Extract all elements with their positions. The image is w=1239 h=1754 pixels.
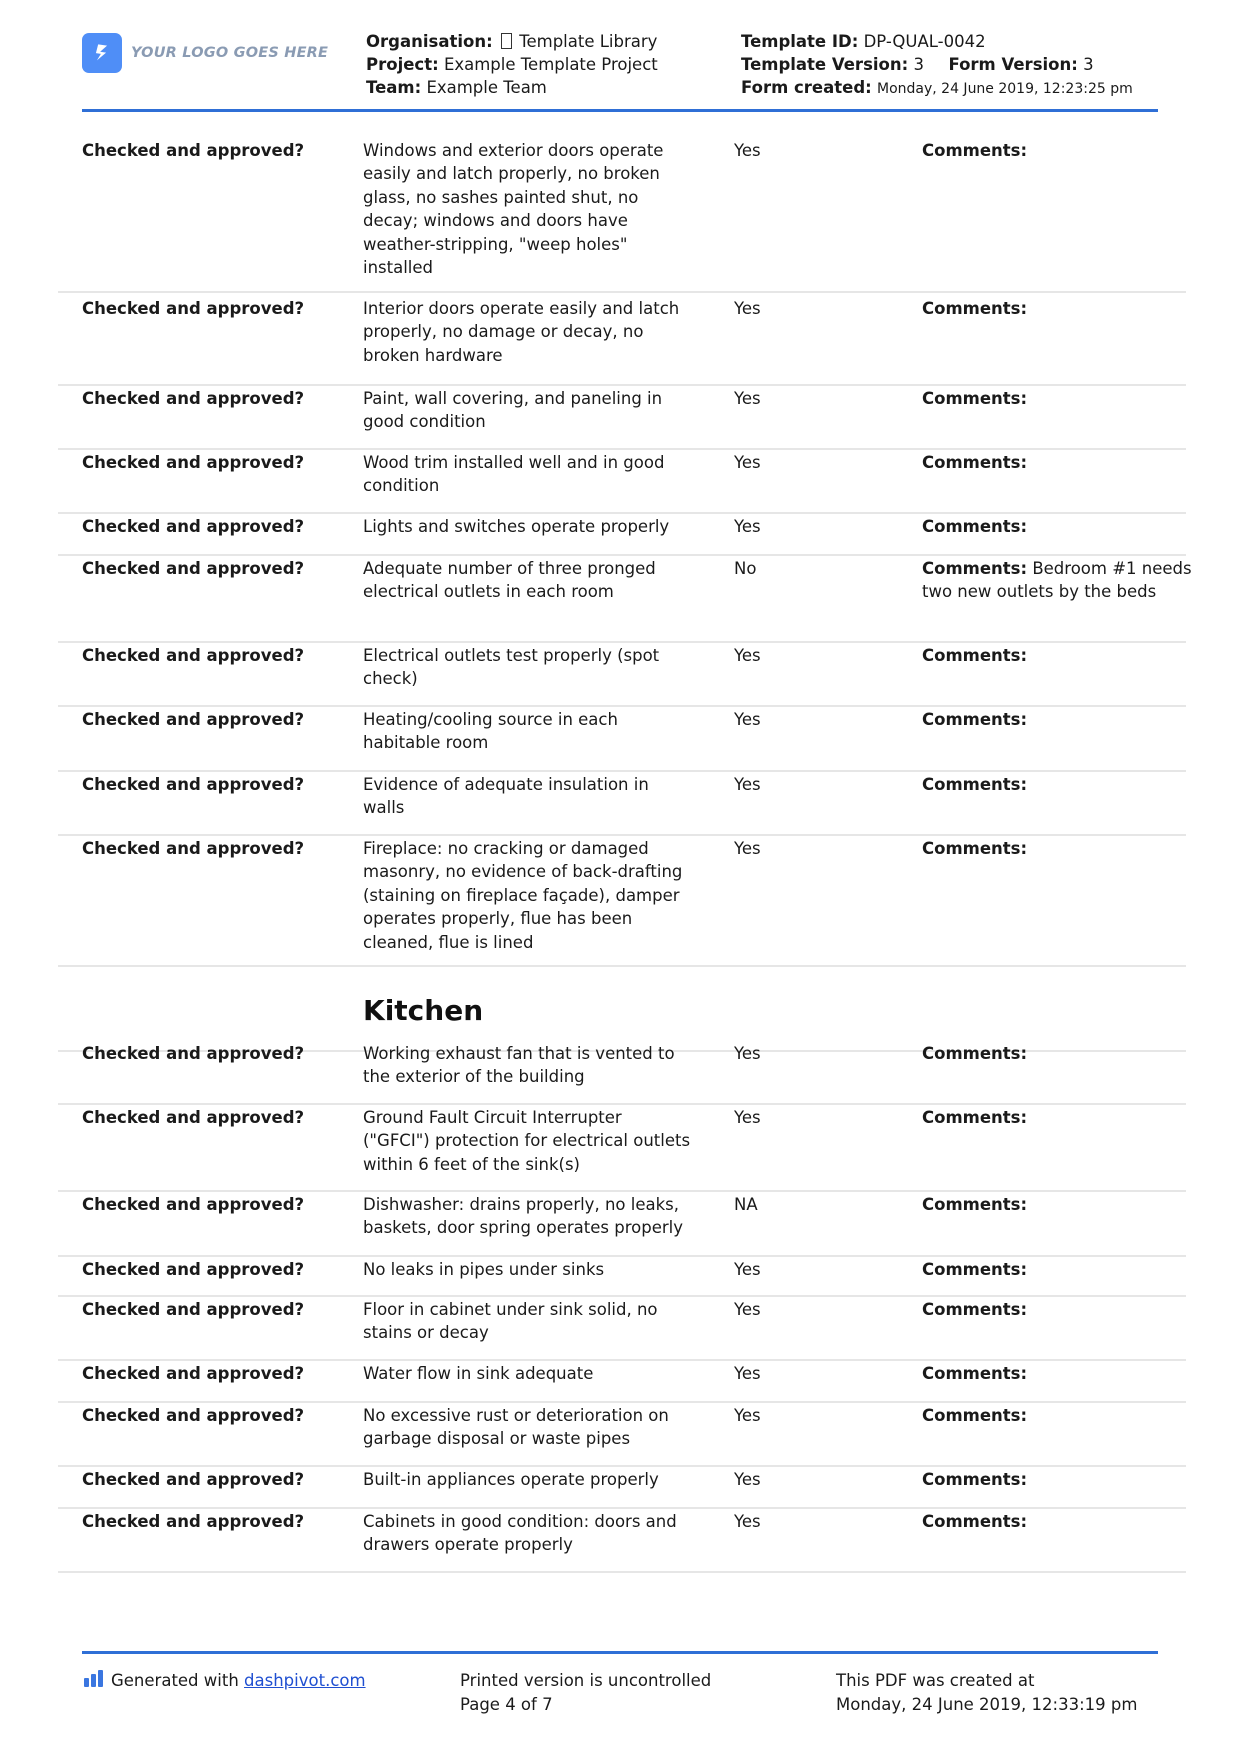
answer-value: Yes — [734, 453, 761, 472]
comments-field — [922, 1510, 1192, 1533]
checklist-row — [58, 1295, 1186, 1361]
answer-value: Yes — [734, 1108, 761, 1127]
checklist-item-text: Interior doors operate easily and latch properly, no damage or decay, no broken hardware — [363, 299, 680, 365]
answer-value: Yes — [734, 1406, 761, 1425]
comments-label: Comments: — [922, 1260, 1028, 1279]
checklist-item-text: Adequate number of three pronged electrical outlets in each room — [363, 559, 656, 602]
template-id-line: Template ID: DP-QUAL-0042 — [741, 32, 986, 51]
company-logo — [82, 33, 328, 73]
answer-value: Yes — [734, 1260, 761, 1279]
checked-approved-label: Checked and approved? — [82, 775, 305, 794]
uncontrolled-note: Printed version is uncontrolled — [460, 1671, 712, 1690]
comments-label: Comments: — [922, 1108, 1028, 1127]
comments-label: Comments: — [922, 839, 1028, 858]
checked-approved-label: Checked and approved? — [82, 517, 305, 536]
answer-value: Yes — [734, 141, 761, 160]
answer-value: Yes — [734, 710, 761, 729]
checklist-row — [58, 1507, 1186, 1573]
answer-value: Yes — [734, 775, 761, 794]
pdf-created-date: Monday, 24 June 2019, 12:33:19 pm — [836, 1694, 1138, 1714]
answer-value: Yes — [734, 646, 761, 665]
checked-approved-label: Checked and approved? — [82, 1406, 305, 1425]
checked-approved-label: Checked and approved? — [82, 1512, 305, 1531]
checklist-item-text: Dishwasher: drains properly, no leaks, baskets, door spring operates properly — [363, 1195, 683, 1238]
checklist-item-text: Cabinets in good condition: doors and drawers operate properly — [363, 1512, 677, 1555]
answer-value: NA — [734, 1195, 758, 1214]
comments-field — [922, 1362, 1192, 1385]
checked-approved-label: Checked and approved? — [82, 1195, 305, 1214]
checklist-row — [58, 448, 1186, 514]
footer-divider — [82, 1651, 1158, 1654]
comments-label: Comments: — [922, 710, 1028, 729]
comments-field — [922, 1404, 1192, 1427]
checked-approved-label: Checked and approved? — [82, 1044, 305, 1063]
comments-label: Comments: — [922, 1470, 1028, 1489]
checklist-item-text: Ground Fault Circuit Interrupter ("GFCI") protection for electrical outlets within 6 feet of the sink(s) — [363, 1108, 691, 1174]
checklist-item-text: Working exhaust fan that is vented to the exterior of the building — [363, 1044, 675, 1087]
checklist-row — [58, 1401, 1186, 1467]
comments-label: Comments: — [922, 1044, 1028, 1063]
checklist-row — [58, 705, 1186, 772]
comments-label: Comments: — [922, 775, 1028, 794]
comments-label: Comments: — [922, 141, 1028, 160]
answer-value: Yes — [734, 1044, 761, 1063]
checklist-item-text: Windows and exterior doors operate easily and latch properly, no broken glass, no sashes painted shut, no decay; windows and doors have weather-stripping, "weep holes" installed — [363, 141, 664, 278]
comments-field — [922, 708, 1192, 731]
logo-mark-icon — [82, 33, 122, 73]
comments-field — [922, 557, 1192, 604]
dashpivot-logo-icon — [84, 1670, 103, 1687]
comments-label: Comments: — [922, 453, 1028, 472]
checked-approved-label: Checked and approved? — [82, 710, 305, 729]
form-created-line: Form created: Monday, 24 June 2019, 12:23:25 pm — [741, 78, 1133, 97]
answer-value: Yes — [734, 389, 761, 408]
comments-field — [922, 644, 1192, 667]
checklist-item-text: Evidence of adequate insulation in walls — [363, 775, 649, 818]
answer-value: Yes — [734, 1300, 761, 1319]
section-title: Kitchen — [363, 994, 484, 1027]
checked-approved-label: Checked and approved? — [82, 559, 305, 578]
project-line: Project: Example Template Project — [366, 55, 658, 74]
image-placeholder-icon — [501, 33, 512, 49]
checked-approved-label: Checked and approved? — [82, 389, 305, 408]
checked-approved-label: Checked and approved? — [82, 839, 305, 858]
comments-field — [922, 139, 1192, 162]
checklist-row — [58, 1039, 1186, 1105]
team-line: Team: Example Team — [366, 78, 547, 97]
checklist-row — [58, 512, 1186, 556]
comments-field — [922, 837, 1192, 860]
version-line: Template Version: 3 Form Version: 3 — [741, 55, 1094, 74]
comments-label: Comments: — [922, 389, 1028, 408]
checklist-item-text: Fireplace: no cracking or damaged masonry, no evidence of back-drafting (staining on fireplace façade), damper operates properly, flue has been cleaned, flue is lined — [363, 839, 683, 952]
comments-field — [922, 1468, 1192, 1491]
checked-approved-label: Checked and approved? — [82, 1108, 305, 1127]
answer-value: Yes — [734, 1364, 761, 1383]
checklist-item-text: Wood trim installed well and in good condition — [363, 453, 665, 496]
checklist-row — [58, 384, 1186, 450]
answer-value: Yes — [734, 299, 761, 318]
answer-value: Yes — [734, 1512, 761, 1531]
checklist-row — [58, 641, 1186, 707]
comments-label: Comments: — [922, 517, 1028, 536]
comments-label: Comments: — [922, 559, 1028, 578]
checked-approved-label: Checked and approved? — [82, 299, 305, 318]
checked-approved-label: Checked and approved? — [82, 141, 305, 160]
checklist-item-text: No leaks in pipes under sinks — [363, 1260, 605, 1279]
comments-label: Comments: — [922, 1195, 1028, 1214]
checked-approved-label: Checked and approved? — [82, 1260, 305, 1279]
footer-created — [836, 1669, 1137, 1716]
comments-field — [922, 1298, 1192, 1321]
comments-field — [922, 1042, 1192, 1065]
checklist-row — [58, 1359, 1186, 1403]
comments-label: Comments: — [922, 1406, 1028, 1425]
checked-approved-label: Checked and approved? — [82, 1300, 305, 1319]
checklist-row — [58, 294, 1186, 386]
comments-field — [922, 451, 1192, 474]
comments-field — [922, 387, 1192, 410]
checklist-item-text: Heating/cooling source in each habitable room — [363, 710, 618, 753]
comments-label: Comments: — [922, 1364, 1028, 1383]
checked-approved-label: Checked and approved? — [82, 646, 305, 665]
comments-field — [922, 297, 1192, 320]
comments-value: Bedroom #1 needs two new outlets by the beds — [922, 559, 1192, 602]
logo-text: YOUR LOGO GOES HERE — [131, 45, 329, 61]
page-number: Page 4 of 7 — [460, 1694, 553, 1714]
checklist-row — [58, 1103, 1186, 1192]
footer-page-info — [460, 1669, 711, 1716]
comments-field — [922, 1106, 1192, 1129]
checked-approved-label: Checked and approved? — [82, 1470, 305, 1489]
comments-field — [922, 1193, 1192, 1216]
checklist-row — [58, 136, 1186, 293]
answer-value: No — [734, 559, 757, 578]
checklist-item-text: Floor in cabinet under sink solid, no stains or decay — [363, 1300, 658, 1343]
comments-field — [922, 773, 1192, 796]
header-organisation-block — [366, 30, 658, 99]
checked-approved-label: Checked and approved? — [82, 1364, 305, 1383]
comments-field — [922, 1258, 1192, 1281]
checklist-item-text: Electrical outlets test properly (spot check) — [363, 646, 660, 689]
checked-approved-label: Checked and approved? — [82, 453, 305, 472]
checklist-item-text: Lights and switches operate properly — [363, 517, 670, 536]
checklist-row — [58, 1465, 1186, 1509]
answer-value: Yes — [734, 517, 761, 536]
organisation-line: Organisation: Template Library — [366, 32, 658, 51]
pdf-created-label: This PDF was created at — [836, 1671, 1035, 1690]
checklist-row — [58, 770, 1186, 836]
header-divider — [82, 109, 1158, 112]
dashpivot-link[interactable]: dashpivot.com — [244, 1671, 366, 1690]
checklist-row — [58, 554, 1192, 643]
answer-value: Yes — [734, 1470, 761, 1489]
checklist-row — [58, 834, 1186, 967]
header-template-block — [741, 30, 1133, 101]
checklist-item-text: Paint, wall covering, and paneling in good condition — [363, 389, 663, 432]
comments-label: Comments: — [922, 646, 1028, 665]
comments-label: Comments: — [922, 1300, 1028, 1319]
footer-generated: Generated with dashpivot.com — [84, 1669, 366, 1693]
checklist-item-text: Built-in appliances operate properly — [363, 1470, 659, 1489]
checklist-item-text: Water flow in sink adequate — [363, 1364, 594, 1383]
comments-field — [922, 515, 1192, 538]
checklist-row — [58, 1190, 1186, 1257]
checklist-item-text: No excessive rust or deterioration on garbage disposal or waste pipes — [363, 1406, 669, 1449]
comments-label: Comments: — [922, 1512, 1028, 1531]
comments-label: Comments: — [922, 299, 1028, 318]
checklist-row — [58, 1255, 1186, 1297]
answer-value: Yes — [734, 839, 761, 858]
